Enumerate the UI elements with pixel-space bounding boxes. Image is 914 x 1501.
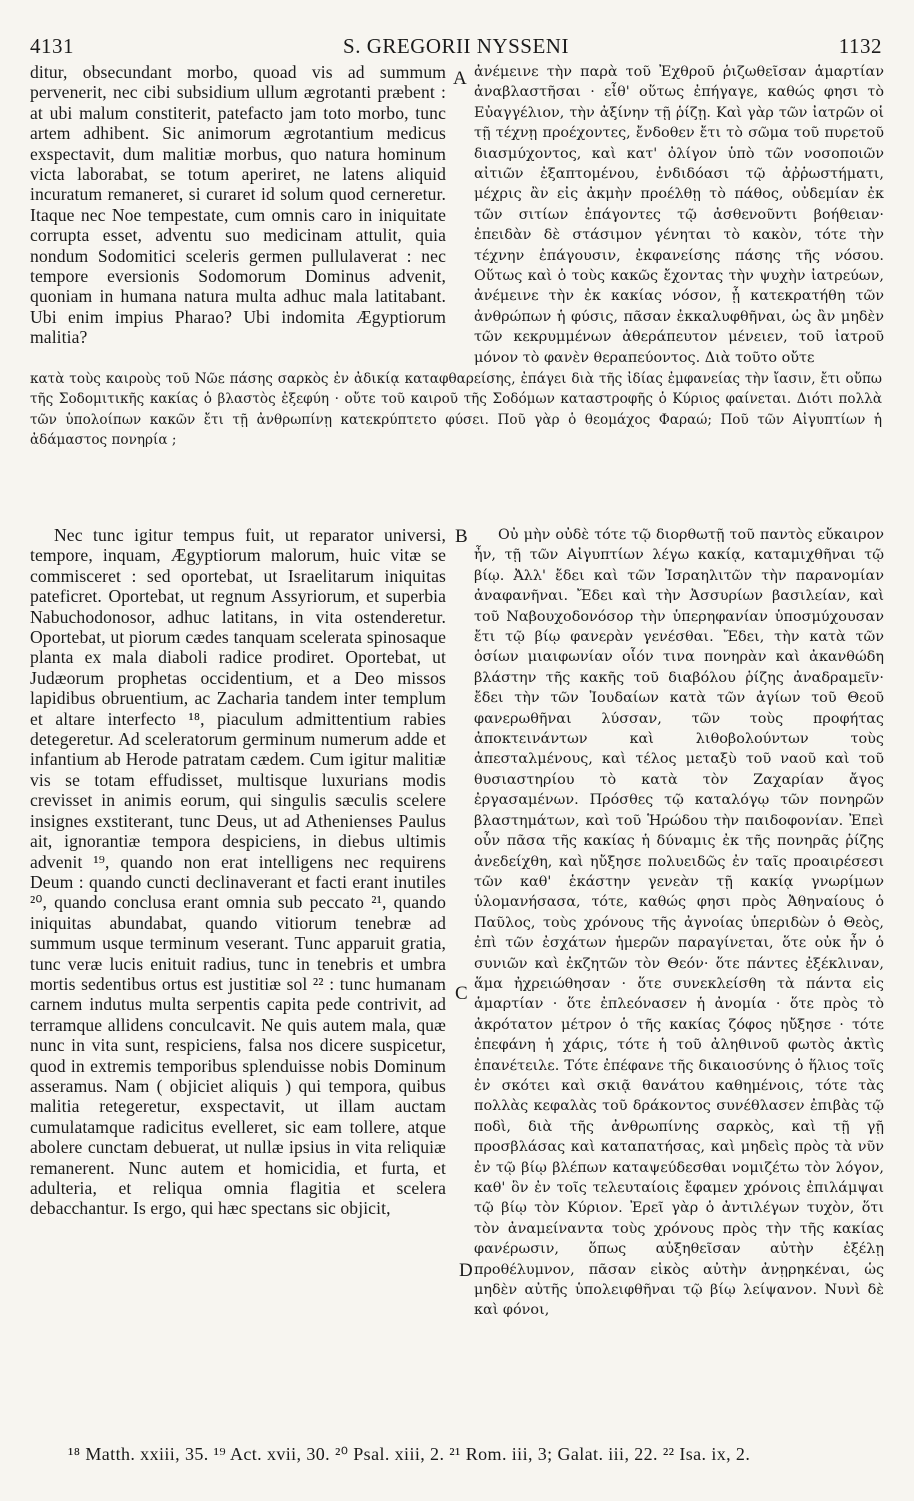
margin-marker-b: B: [455, 526, 468, 547]
greek-paragraph: κατὰ τοὺς καιροὺς τοῦ Νῶε πάσης σαρκὸς ἐν ἀδικίᾳ καταφθαρείσης, ἐπάγει διὰ τῆς ἰδίας ἐμφανείας τὴν ἴασιν, ἔτι οὔπω τῆς Σοδομιτικῆς κακίας ὁ βλαστὸς ἐξεφύη · οὔτε τοῦ καιροῦ τῆς Σοδόμων καταστροφῆς ὁ Κύριος φαίνεται. Διότι πολλὰ τῶν ὑπολοίπων κακῶν ἔτι τῇ ἀνθρωπίνῃ κατεκρύπτετο φύσει. Ποῦ γὰρ ὁ θεομάχος Φαραώ; Ποῦ τῶν Αἰγυπτίων ἡ ἀδάμαστος πονηρία ;: [30, 371, 882, 449]
footnotes: ¹⁸ Matth. xxiii, 35. ¹⁹ Act. xvii, 30. ²⁰ Psal. xiii, 2. ²¹ Rom. iii, 3; Galat. iii, 22. ²² Isa. ix, 2.: [68, 1444, 751, 1464]
running-title: S. GREGORII NYSSENI: [343, 34, 569, 58]
margin-marker-a: A: [453, 68, 467, 89]
greek-column-top: [474, 62, 884, 368]
greek-column-bottom: [474, 525, 884, 1321]
page-number-left: 4131: [30, 34, 74, 58]
latin-paragraph: Nec tunc igitur tempus fuit, ut reparator universi, tempore, inquam, Ægyptiorum malorum, huic vitæ se commisceret : sed oportebat, ut Israelitarum iniquitas pateficret. Oportebat, ut regnum Assyriorum, et superbia Nabuchodonosor, adhuc latitans, in vita ostenderetur. Oportebat, ut piorum cædes tanquam scelerata spinosaque planta ex mala diaboli radice prodiret. Oportebat, ut Judæorum prophetas occidentium, et a Deo missos lapidibus obruentium, ac Zacharia tandem inter templum et altare interfecto ¹⁸, piaculum admittentium rabies detegeretur. Ad sceleratorum germinum numerum adde et infantium ab Herode patratam cædem. Cum igitur malitiæ vis se totam effudisset, multisque luxurians modis crevisset in animis eorum, qui singulis sæculis scelere insignes exstiterant, tunc Deus, ut ad Athenienses Paulus ait, ignorantiæ tempora despiciens, in diebus ultimis advenit ¹⁹, quando non erat intelligens nec requirens Deum : quando cuncti declinaverant et facti erant inutiles ²⁰, quando conclusa erant omnia sub peccato ²¹, quando iniquitas abundabat, quando vitiorum tenebræ ad summum usque terminum veserant. Tunc apparuit gratia, tunc veræ lucis enituit radius, tunc in tenebris et umbra mortis sedentibus ortus est justitiæ sol ²² : tunc humanam carnem indutus multa serpentis capita pede contrivit, ad terramque allidens conculcavit. Ne quis autem mala, quæ nunc in vita sunt, respiciens, falsa nos dicere suspicetur, quod in extremis temporibus splenduisse nobis Dominum asseramus. Nam ( objiciet aliquis ) qui tempora, quibus malitia retegeretur, exspectavit, ut illam auctam cumulatamque radicitus evelleret, sic eam tollere, atque abolere cunctam debuerat, ut nullæ ipsius in vita reliquiæ remanerent. Nunc autem et homicidia, et furta, et adulteria, et reliqua omnia flagitia et scelera debacchantur. Is ergo, qui hæc spectans sic objicit,: [30, 525, 446, 1219]
latin-column-top: [30, 62, 446, 348]
greek-paragraph: ἀνέμεινε τὴν παρὰ τοῦ Ἐχθροῦ ῥιζωθεῖσαν ἁμαρτίαν ἀναβλαστῆσαι · εἶθ' οὕτως ἐπήγαγε, καθώς φησι τὸ Εὐαγγέλιον, τὴν ἀξίνην τῇ ῥίζῃ. Καὶ γὰρ τῶν ἰατρῶν οἱ τῇ τέχνῃ προέχοντες, ἔνδοθεν ἔτι τὸ σῶμα τοῦ πυρετοῦ διασμύχοντος, καὶ κατ' ὀλίγον ὑπὸ τῶν νοσοποιῶν αἰτιῶν ἐξαπτομένου, ἐνδιδόασι τῷ ἀῤῥωστήματι, μέχρις ἂν εἰς ἀκμὴν προέλθῃ τὸ πάθος, οὐδεμίαν ἐκ τῶν σιτίων ἐπάγοντες τῷ ἀσθενοῦντι βοήθειαν· ἐπειδὰν δὲ στάσιμον γένηται τὸ κακὸν, τότε τὴν τέχνην ἐπάγουσιν, ἐκφανείσης πάσης τῆς νόσου. Οὕτως καὶ ὁ τοὺς κακῶς ἔχοντας τὴν ψυχὴν ἰατρεύων, ἀνέμεινε τὴν ἐκ κακίας νόσον, ᾗ κατεκρατήθη τῶν ἀνθρώπων ἡ φύσις, πᾶσαν ἐκκαλυφθῆναι, ὡς ἂν μηδὲν τῶν κεκρυμμένων ἀθεράπευτον μένειεν, τοῦ ἰατροῦ μόνον τὸ φανὲν θεραπεύοντος. Διὰ τοῦτο οὔτε: [474, 64, 884, 366]
margin-marker-c: C: [455, 983, 468, 1004]
page-number-right: 1132: [838, 34, 882, 58]
margin-marker-d: D: [459, 1260, 473, 1281]
greek-paragraph: Οὐ μὴν οὐδὲ τότε τῷ διορθωτῇ τοῦ παντὸς εὔκαιρον ἦν, τῇ τῶν Αἰγυπτίων λέγω κακίᾳ, καταμιχθῆναι τῷ βίῳ. Ἀλλ' ἔδει καὶ τῶν Ἰσραηλιτῶν τὴν παρανομίαν ἀναφανῆναι. Ἔδει καὶ τὴν Ἀσσυρίων βασιλείαν, καὶ τοῦ Ναβουχοδονόσορ τὴν ὑπερηφανίαν ὑποσμύχουσαν ἔτι τῷ βίῳ φανερὰν γενέσθαι. Ἔδει, τὴν κατὰ τῶν ὁσίων μιαιφωνίαν οἷόν τινα πονηρὰν καὶ ἀκανθώδη βλάστην τῆς κακῆς τοῦ διαβόλου ῥίζης ἀναδραμεῖν· ἔδει τὴν τῶν Ἰουδαίων κατὰ τῶν ἁγίων τοῦ Θεοῦ φανερωθῆναι λύσσαν, τῶν τοὺς προφήτας ἀποκτεινάντων καὶ λιθοβολούντων τοὺς ἀπεσταλμένους, καὶ τέλος μεταξὺ τοῦ ναοῦ καὶ τοῦ θυσιαστηρίου τὸ κατὰ τὸν Ζαχαρίαν ἄγος ἐργασαμένων. Πρόσθες τῷ καταλόγῳ τῶν πονηρῶν βλαστημάτων, καὶ τοῦ Ἡρώδου τὴν παιδοφονίαν. Ἐπεὶ οὖν πᾶσα τῆς κακίας ἡ δύναμις ἐκ τῆς πονηρᾶς ῥίζης ἀνεδείχθη, καὶ ηὔξησε πολυειδῶς ἐν ταῖς προαιρέσεσι τῶν καθ' ἑκάστην γενεὰν τῇ κακίᾳ γνωρίμων ὑλομανήσασα, τότε, καθώς φησι πρὸς Ἀθηναίους ὁ Παῦλος, τοὺς χρόνους τῆς ἀγνοίας ὑπεριδὼν ὁ Θεὸς, ἐπὶ τῶν ἐσχάτων ἡμερῶν παραγίνεται, ὅτε οὐκ ἦν ὁ συνιῶν καὶ ἐκζητῶν τὸν Θεόν· ὅτε πάντες ἐξέκλιναν, ἅμα ἠχρειώθησαν · ὅτε συνεκλείσθη τὰ πάντα εἰς ἁμαρτίαν · ὅτε ἐπλεόνασεν ἡ ἀνομία · ὅτε πρὸς τὸ ἀκρότατον μέτρον ὁ τῆς κακίας ζόφος ηὔξησε · τότε ἐπεφάνη ἡ χάρις, τότε ἡ τοῦ ἀληθινοῦ φωτὸς ἀκτὶς ἐπανέτειλε. Τότε ἐπέφανε τῆς δικαιοσύνης ὁ ἥλιος τοῖς ἐν σκότει καὶ σκιᾷ θανάτου καθημένοις, τότε τὰς πολλὰς κεφαλὰς τοῦ δράκοντος συνέθλασεν ἐπιβὰς τῷ ποδὶ, διὰ τῆς ἀνθρωπίνης σαρκὸς, καὶ τῇ γῇ προσβλάσας καὶ καταπατήσας, καὶ μηδεὶς πρὸς τὰ νῦν ἐν τῷ βίῳ βλέπων καταψεύδεσθαι νομιζέτω τὸν λόγον, καθ' ὃν ἐν τοῖς τελευταίοις ἔφαμεν χρόνοις ἐπιλάμψαι τῷ βίῳ τὸν Κύριον. Ἐρεῖ γὰρ ὁ ἀντιλέγων τυχὸν, ὅτι τὸν ἀναμείναντα τοὺς χρόνους πρὸς τὴν τῆς κακίας φανέρωσιν, ὅπως αὐξηθεῖσαν αὐτὴν ἐξέλῃ προθέλυμνον, πᾶσαν εἰκὸς αὐτὴν ἀνῃρηκέναι, ὡς μηδὲν αὐτῆς ὑπολειφθῆναι τῷ βίῳ λείψανον. Νυνὶ δὲ καὶ φόνοι,: [474, 527, 884, 1319]
latin-column-bottom: [30, 525, 446, 1219]
latin-paragraph: ditur, obsecundant morbo, quoad vis ad summum pervenerit, nec cibi subsidium ullum ægrotanti præbent : at ubi malum constiterit, patefacto jam toto morbo, tunc artem adhibent. Sic animorum ægrotantium medicus exspectavit, dum malitiæ morbus, quo natura hominum victa laborabat, se totum aperiret, ne latens aliquid incuratum remaneret, si curaret id solum quod cerneretur. Itaque nec Noe tempestate, cum omnis caro in iniquitate corrupta esset, adventu suo medicinam attulit, quia nondum Sodomitici sceleris germen pullulaverat : nec tempore eversionis Sodomorum Dominus advenit, quoniam in humana natura multa adhuc mala latitabant. Ubi enim impius Pharao? Ubi indomita Ægyptiorum malitia?: [30, 62, 446, 348]
page-header: [30, 34, 882, 62]
greek-full-width-block: [30, 369, 882, 451]
